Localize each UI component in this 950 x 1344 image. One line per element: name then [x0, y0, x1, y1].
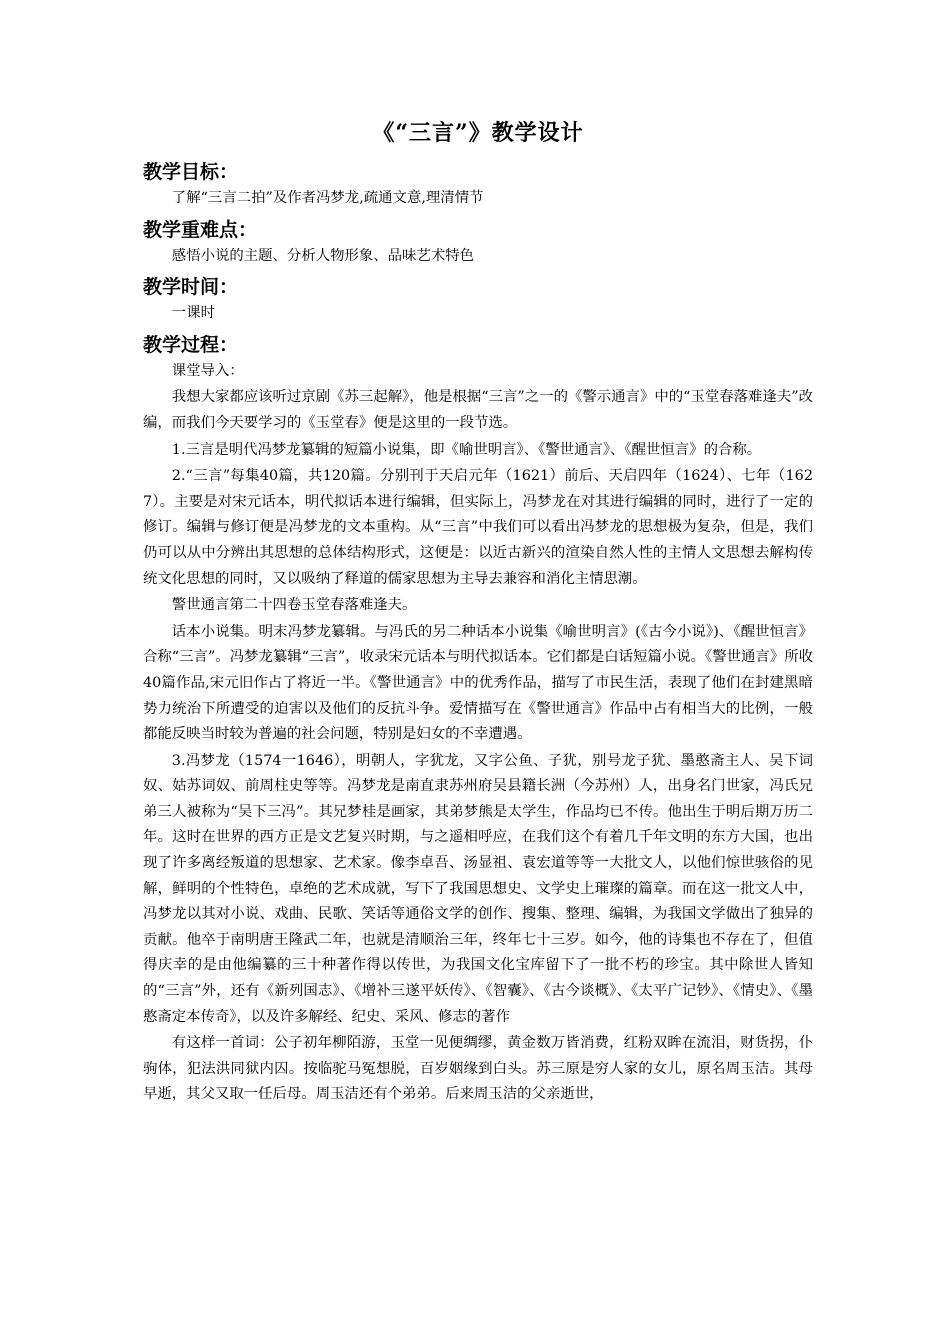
paragraph-chapter-title: 警世通言第二十四卷玉堂春落难逢夫。 — [171, 597, 417, 614]
heading-duration: 教学时间： — [143, 276, 239, 299]
heading-objectives: 教学目标： — [143, 161, 239, 183]
objectives-text: 了解“三言二拍”及作者冯梦龙,疏通文意,理清情节 — [171, 190, 484, 206]
paragraph-sanyan-definition: 1.三言是明代冯梦龙纂辑的短篇小说集，即《喻世明言》、《警世通言》、《醒世恒言》的合称。 — [171, 441, 762, 458]
heading-process: 教学过程： — [143, 333, 239, 356]
key-points-text: 感悟小说的主题、分析人物形象、品味艺术特色 — [171, 247, 475, 264]
paragraph-author-bio: 3.冯梦龙（1574一1646），明朝人，字犹龙，又字公鱼、子犹，别号龙子犹、墨憨斋主人、吴下词奴、姑苏词奴、前周柱史等等。冯梦龙是南直隶苏州府吴县籍长洲（今苏州）人，出身名门世家，冯氏兄弟三人被称为“吴下三冯”。其兄梦桂是画家，其弟梦熊是太学生，作品均已不传。他出生于明后期万历二年。这时在世界的西方正是文艺复兴时期，与之遥相呼应，在我们这个有着几千年文明的东方大国，也出现了许多离经叛道的思想家、艺术家。像李卓吾、汤显祖、袁宏道等等一大批文人，以他们惊世骇俗的见解，鲜明的个性特色，卓绝的艺术成就，写下了我国思想史、文学史上璀璨的篇章。而在这一批文人中，冯梦龙以其对小说、戏曲、民歌、笑话等通俗文学的创作、搜集、整理、编辑，为我国文学做出了独异的贡献。他卒于南明唐王隆武二年，也就是清顺治三年，终年七十三岁。如今，他的诗集也不存在了，但值得庆幸的是由他编纂的三十种著作得以传世，为我国文化宝库留下了一批不朽的珍宝。其中除世人皆知的“三言”外，还有《新列国志》、《增补三遂平妖传》、《智囊》、《古今谈概》、《太平广记钞》、《情史》、《墨憨斋定本传奇》，以及许多解经、纪史、采风、修志的著作 — [143, 752, 813, 1025]
paragraph-poem-story: 有这样一首词：公子初年柳陌游，玉堂一见便绸缪，黄金数万皆消费，红粉双眸在流泪，财货拐，仆驹体，犯法洪同狱内囚。按临驼马冤想脱，百岁姻缘到白头。苏三原是穷人家的女儿，原名周玉洁。其母早逝，其父又取一任后母。周玉洁还有个弟弟。后来周玉洁的父亲逝世， — [143, 1035, 813, 1103]
duration-text: 一课时 — [171, 305, 215, 322]
paragraph-intro: 我想大家都应该听过京剧《苏三起解》，他是根据“三言”之一的《警示通言》中的“玉堂春落难逢夫”改编，而我们今天要学习的《玉堂春》便是这里的一段节选。 — [143, 389, 813, 431]
paragraph-sanyan-details: 2.“三言”每集40篇，共120篇。分别刊于天启元年（1621）前后、天启四年（1624）、七年（1627）。主要是对宋元话本，明代拟话本进行编辑，但实际上，冯梦龙在对其进行编辑的同时，进行了一定的修订。编辑与修订便是冯梦龙的文本重构。从“三言”中我们可以看出冯梦龙的思想极为复杂，但是，我们仍可以从中分辨出其思想的总体结构形式，这便是：以近古新兴的渲染自然人性的主情人文思想去解构传统文化思想的同时，又以吸纳了释道的儒家思想为主导去兼容和消化主情思潮。 — [143, 468, 813, 587]
process-intro-label: 课堂导入： — [171, 362, 244, 379]
paragraph-collection-description: 话本小说集。明末冯梦龙纂辑。与冯氏的另二种话本小说集《喻世明言》(《古今小说》)、《醒世恒言》合称“三言”。冯梦龙纂辑“三言”，收录宋元话本与明代拟话本。它们都是白话短篇小说。《警世通言》所收40篇作品,宋元旧作占了将近一半。《警世通言》中的优秀作品，描写了市民生活，表现了他们在封建黑暗势力统治下所遭受的迫害以及他们的反抗斗争。爱情描写在《警世通言》作品中占有相当大的比例，一般都能反映当时较为普遍的社会问题，特别是妇女的不幸遭遇。 — [143, 623, 813, 743]
document-page — [143, 118, 813, 1109]
heading-key-points: 教学重难点： — [143, 218, 258, 241]
document-title: 《“三言”》教学设计 — [372, 120, 584, 146]
